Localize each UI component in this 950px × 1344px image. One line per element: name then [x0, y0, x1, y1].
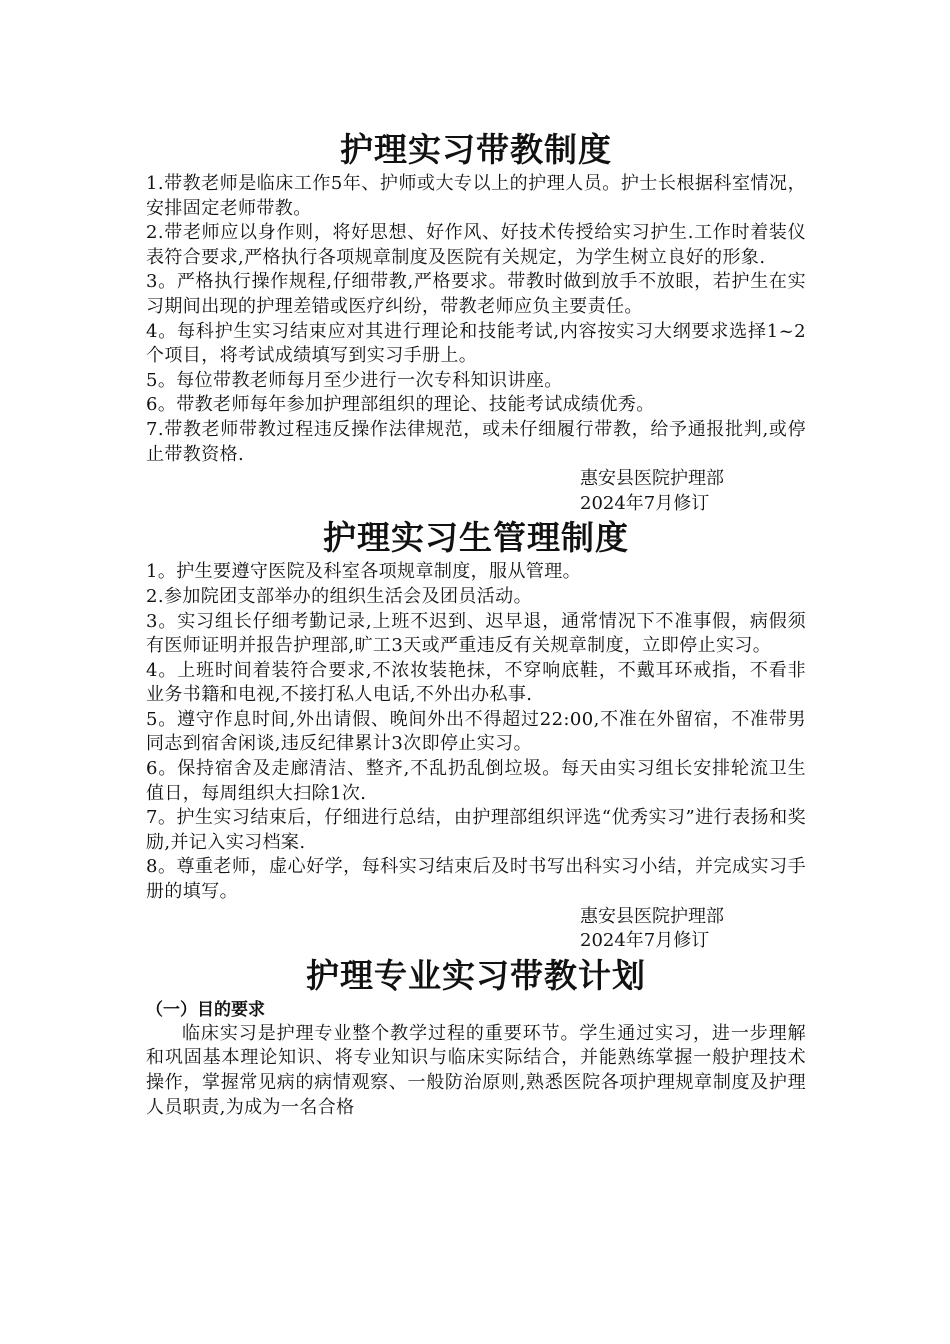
list-item: 1.带教老师是临床工作5年、护师或大专以上的护理人员。护士长根据科室情况，安排固定老师带教。 [146, 173, 806, 219]
list-item: 4。每科护生实习结束应对其进行理论和技能考试,内容按实习大纲要求选择1~2个项目，将考试成绩填写到实习手册上。 [146, 320, 806, 367]
subheading-objectives: （一）目的要求 [146, 999, 265, 1020]
document-page [146, 128, 806, 1120]
list-item: 2.带老师应以身作则，将好思想、好作风、好技术传授给实习护生.工作时着装仪表符合要求,严格执行各项规章制度及医院有关规定，为学生树立良好的形象. [146, 222, 806, 268]
list-item: 5。遵守作息时间,外出请假、晚间外出不得超过22:00,不准在外留宿，不准带男同志到宿舍闲谈,违反纪律累计3次即停止实习。 [146, 708, 806, 755]
signature-date: 2024年7月修订 [580, 492, 710, 514]
list-item: 6。保持宿舍及走廊清洁、整齐,不乱扔乱倒垃圾。每天由实习组长安排轮流卫生值日，每周组织大扫除1次. [146, 758, 806, 804]
list-item: 3。严格执行操作规程,仔细带教,严格要求。带教时做到放手不放眼，若护生在实习期间出现的护理差错或医疗纠纷，带教老师应负主要责任。 [146, 271, 806, 317]
list-item: 5。每位带教老师每月至少进行一次专科知识讲座。 [146, 369, 563, 391]
list-item: 6。带教老师每年参加护理部组织的理论、技能考试成绩优秀。 [146, 394, 655, 416]
signature-department: 惠安县医院护理部 [580, 905, 724, 927]
section-title-intern-management: 护理实习生管理制度 [323, 518, 629, 558]
signature-department: 惠安县医院护理部 [580, 468, 724, 490]
list-item: 7.带教老师带教过程违反操作法律规范，或未仔细履行带教，给予通报批判,或停止带教资格. [146, 418, 806, 465]
body-paragraph: 临床实习是护理专业整个教学过程的重要环节。学生通过实习，进一步理解和巩固基本理论知识、将专业知识与临床实际结合，并能熟练掌握一般护理技术操作，掌握常见病的病情观察、一般防治原则,熟悉医院各项护理规章制度及护理人员职责,为成为一名合格 [146, 1022, 806, 1118]
section-teaching-system [146, 172, 806, 516]
list-item: 2.参加院团支部举办的组织生活会及团员活动。 [146, 585, 532, 607]
list-item: 4。上班时间着装符合要求,不浓妆装艳抹，不穿响底鞋，不戴耳环戒指，不看非业务书籍和电视,不接打私人电话,不外出办私事. [146, 659, 806, 706]
list-item: 7。护生实习结束后，仔细进行总结，由护理部组织评选“优秀实习”进行表扬和奖励,并记入实习档案. [146, 807, 806, 853]
signature-date: 2024年7月修订 [580, 930, 710, 952]
section-title-teaching-system: 护理实习带教制度 [340, 130, 612, 169]
section-title-teaching-plan: 护理专业实习带教计划 [306, 955, 646, 995]
list-item: 1。护生要遵守医院及科室各项规章制度，服从管理。 [146, 561, 582, 583]
section-teaching-plan [146, 998, 806, 1120]
list-item: 8。尊重老师，虚心好学，每科实习结束后及时书写出科实习小结，并完成实习手册的填写。 [146, 856, 806, 903]
section-intern-management [146, 560, 806, 954]
list-item: 3。实习组长仔细考勤记录,上班不迟到、迟早退，通常情况下不准事假，病假须有医师证明并报告护理部,旷工3天或严重违反有关规章制度，立即停止实习。 [146, 610, 806, 657]
